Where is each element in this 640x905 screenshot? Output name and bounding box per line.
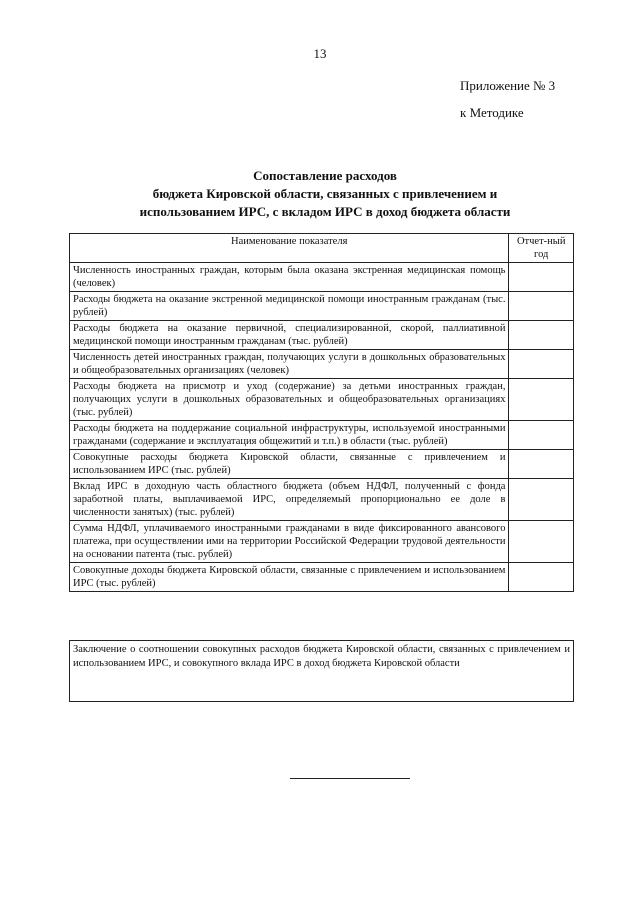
conclusion-box: Заключение о соотношении совокупных расходов бюджета Кировской области, связанных с привлечением и использованием ИРС, и совокупного вклада ИРС в доход бюджета Кировской области <box>69 640 574 702</box>
indicator-name-cell: Расходы бюджета на оказание первичной, специализированной, скорой, паллиативной медицинской помощи иностранным гражданам (тыс. рублей) <box>70 321 509 350</box>
table-row <box>70 421 574 450</box>
reporting-year-value-cell <box>509 292 574 321</box>
document-title <box>80 167 570 221</box>
title-line-1: Сопоставление расходов <box>253 168 397 183</box>
reporting-year-value-cell <box>509 479 574 521</box>
indicator-name-cell: Расходы бюджета на оказание экстренной медицинской помощи иностранным гражданам (тыс. рублей) <box>70 292 509 321</box>
indicator-name-cell: Совокупные расходы бюджета Кировской области, связанные с привлечением и использованием ИРС (тыс. рублей) <box>70 450 509 479</box>
indicator-name-cell: Расходы бюджета на поддержание социальной инфраструктуры, используемой иностранными гражданами (содержание и эксплуатация общежитий и т.п.) в области (тыс. рублей) <box>70 421 509 450</box>
header-indicator-name: Наименование показателя <box>70 234 509 263</box>
table-row <box>70 479 574 521</box>
reporting-year-value-cell <box>509 521 574 563</box>
table-header-row <box>70 234 574 263</box>
reporting-year-value-cell <box>509 421 574 450</box>
header-reporting-year: Отчет-ный год <box>509 234 574 263</box>
indicator-name-cell: Сумма НДФЛ, уплачиваемого иностранными гражданами в виде фиксированного авансового платежа, при осуществлении ими на территории Российской Федерации трудовой деятельности на основании патента (тыс. рублей) <box>70 521 509 563</box>
table-body <box>70 263 574 592</box>
reporting-year-value-cell <box>509 450 574 479</box>
table-row <box>70 379 574 421</box>
table-row <box>70 321 574 350</box>
reporting-year-value-cell <box>509 563 574 592</box>
table-row <box>70 350 574 379</box>
table-row <box>70 563 574 592</box>
reporting-year-value-cell <box>509 379 574 421</box>
reporting-year-value-cell <box>509 350 574 379</box>
table-row <box>70 263 574 292</box>
reporting-year-value-cell <box>509 263 574 292</box>
table-row <box>70 521 574 563</box>
indicator-name-cell: Численность детей иностранных граждан, получающих услуги в дошкольных образовательных и общеобразовательных организациях (человек) <box>70 350 509 379</box>
indicator-name-cell: Расходы бюджета на присмотр и уход (содержание) за детьми иностранных граждан, получающих услуги в дошкольных образовательных и общеобразовательных организациях (тыс. рублей) <box>70 379 509 421</box>
table-row <box>70 292 574 321</box>
title-line-2: бюджета Кировской области, связанных с привлечением и <box>152 186 498 201</box>
table-row <box>70 450 574 479</box>
appendix-methodology-ref: к Методике <box>460 105 524 120</box>
reporting-year-value-cell <box>509 321 574 350</box>
signature-line <box>290 778 410 779</box>
title-line-3: использованием ИРС, с вкладом ИРС в доход бюджета области <box>139 204 511 219</box>
indicator-name-cell: Численность иностранных граждан, которым была оказана экстренная медицинская помощь (человек) <box>70 263 509 292</box>
indicators-table <box>69 233 574 592</box>
page-number: 13 <box>313 46 327 61</box>
indicator-name-cell: Вклад ИРС в доходную часть областного бюджета (объем НДФЛ, полученный с фонда заработной платы, выплачиваемой ИРС, определяемый пропорционально ее доле в численности занятых) (тыс. рублей) <box>70 479 509 521</box>
appendix-label: Приложение № 3 <box>460 78 556 93</box>
indicator-name-cell: Совокупные доходы бюджета Кировской области, связанные с привлечением и использованием ИРС (тыс. рублей) <box>70 563 509 592</box>
